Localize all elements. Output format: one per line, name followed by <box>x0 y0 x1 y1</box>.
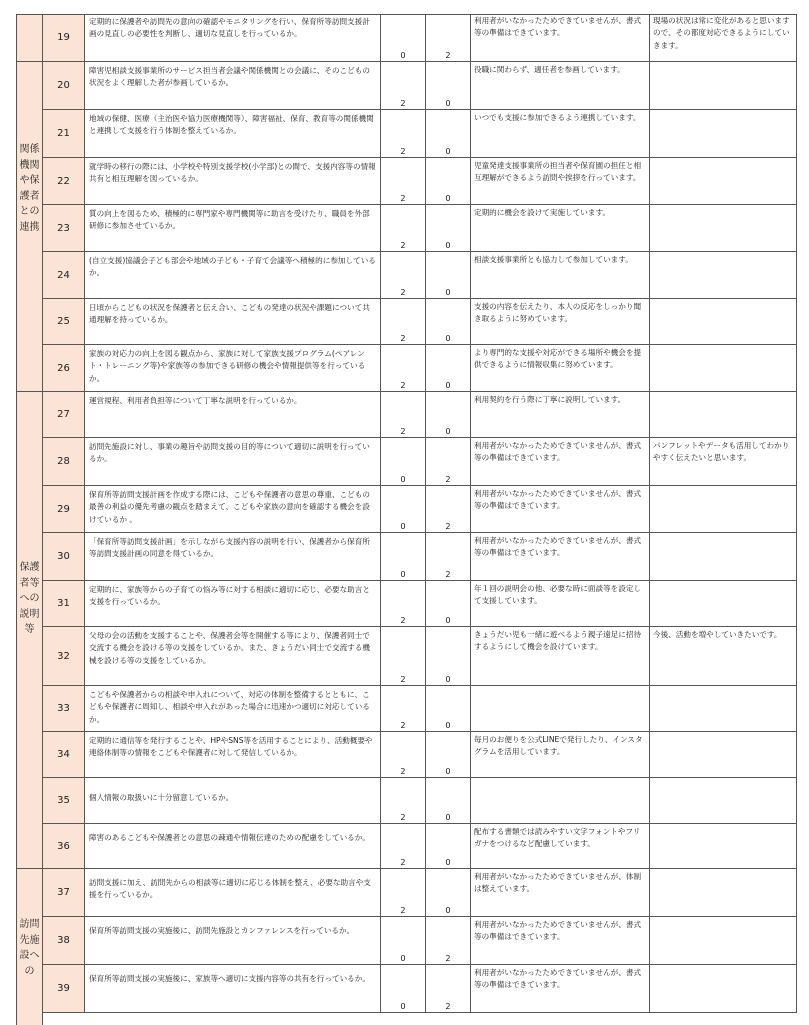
question-text: 「保育所等訪問支援計画」を示しながら支援内容の説明を行い、保護者から保育所等訪問支援計画の同意を得ているか。 <box>85 533 381 581</box>
remark-text <box>650 345 797 392</box>
no-count: 0 <box>426 158 471 205</box>
yes-count: 0 <box>381 14 426 62</box>
no-count: 2 <box>426 14 471 62</box>
table-row <box>43 392 797 438</box>
no-count: 0 <box>426 824 471 869</box>
yes-count: 0 <box>381 486 426 533</box>
table-row <box>43 686 797 732</box>
item-number: 32 <box>43 627 85 686</box>
question-text: 定期的に通信等を発行することや、HPやSNS等を活用することにより、活動概要や連絡体制等の情報をこどもや保護者に対して発信しているか。 <box>85 732 381 778</box>
yes-count: 2 <box>381 299 426 345</box>
yes-count: 2 <box>381 627 426 686</box>
comment-text <box>471 778 650 824</box>
no-count: 0 <box>426 110 471 158</box>
evaluation-table <box>16 14 797 1025</box>
category-explanation <box>17 392 43 869</box>
no-count: 2 <box>426 917 471 965</box>
comment-text: より専門的な支援や対応ができる場所や機会を提供できるように情報収集に努めています。 <box>471 345 650 392</box>
item-number: 27 <box>43 392 85 438</box>
yes-count: 2 <box>381 824 426 869</box>
comment-text: 配布する書類では読みやすい文字フォントやフリガナをつけるなど配慮しています。 <box>471 824 650 869</box>
category-label: 訪問先施設への <box>19 919 40 977</box>
item-number: 37 <box>43 869 85 917</box>
question-text: 保育所等訪問支援計画を作成する際には、こどもや保護者の意思の尊重、こどもの最善の利益の優先考慮の観点を踏まえて、こどもや家族の意向を確認する機会を設けているか 。 <box>85 486 381 533</box>
question-text: 定期的に、家族等からの子育ての悩み等に対する相談に適切に応じ、必要な助言と支援を行っているか。 <box>85 581 381 627</box>
remark-text <box>650 824 797 869</box>
comment-text: 利用者がいなかったためできていませんが、書式等の準備はできています。 <box>471 533 650 581</box>
table-row <box>43 824 797 869</box>
no-count: 0 <box>426 732 471 778</box>
item-number: 23 <box>43 205 85 252</box>
comment-text: 定期的に機会を設けて実施しています。 <box>471 205 650 252</box>
item-number: 19 <box>43 14 85 62</box>
item-number: 30 <box>43 533 85 581</box>
remark-text <box>650 869 797 917</box>
yes-count: 0 <box>381 965 426 1013</box>
table-row <box>43 345 797 392</box>
item-number: 29 <box>43 486 85 533</box>
no-count: 0 <box>426 205 471 252</box>
remark-text <box>650 732 797 778</box>
table-row <box>43 965 797 1013</box>
table-row <box>43 486 797 533</box>
remark-text <box>650 110 797 158</box>
table-row <box>43 869 797 917</box>
item-number: 25 <box>43 299 85 345</box>
table-row <box>43 778 797 824</box>
comment-text: 役職に関わらず、適任者を参画しています。 <box>471 62 650 110</box>
yes-count: 2 <box>381 205 426 252</box>
yes-count: 0 <box>381 533 426 581</box>
yes-count: 2 <box>381 158 426 205</box>
remark-text <box>650 392 797 438</box>
yes-count: 0 <box>381 917 426 965</box>
question-text: 就学時の移行の際には、小学校や特別支援学校(小学部)との間で、支援内容等の情報共有と相互理解を図っているか。 <box>85 158 381 205</box>
item-number: 24 <box>43 252 85 299</box>
no-count: 0 <box>426 392 471 438</box>
yes-count: 2 <box>381 686 426 732</box>
remark-text <box>650 205 797 252</box>
comment-text: きょうだい児も一緒に遊べるよう親子遠足に招待するようにして機会を設けています。 <box>471 627 650 686</box>
category-cell <box>17 14 43 62</box>
comment-text: 相談支援事業所とも協力して参加しています。 <box>471 252 650 299</box>
comment-text: 年１回の説明会の他、必要な時に面談等を設定して支援しています。 <box>471 581 650 627</box>
comment-text: 支援の内容を伝えたり、本人の反応をしっかり聞き取るように努めています。 <box>471 299 650 345</box>
remark-text <box>650 62 797 110</box>
remark-text: パンフレットやデータも活用してわかりやすく伝えたいと思います。 <box>650 438 797 486</box>
remark-text <box>650 581 797 627</box>
category-label: 保護者等への説明等 <box>19 562 40 635</box>
question-text: 障害児相談支援事業所のサービス担当者会議や関係機関との会議に、そのこどもの状況をよく理解した者が参画しているか。 <box>85 62 381 110</box>
no-count: 0 <box>426 869 471 917</box>
question-text: こどもや保護者からの相談や申入れについて、対応の体制を整備するとともに、こどもや保護者に周知し、相談や申入れがあった場合に迅速かつ適切に対応しているか。 <box>85 686 381 732</box>
comment-text: 利用者がいなかったためできていませんが、書式等の準備はできています。 <box>471 965 650 1013</box>
question-text: 訪問先施設に対し、事業の趣旨や訪問支援の目的等について適切に説明を行っているか。 <box>85 438 381 486</box>
yes-count: 2 <box>381 869 426 917</box>
question-text: 定期的に保護者や訪問先の意向の確認やモニタリングを行い、保育所等訪問支援計画の見直しの必要性を判断し、適切な見直しを行っているか。 <box>85 14 381 62</box>
item-number: 26 <box>43 345 85 392</box>
yes-count: 2 <box>381 581 426 627</box>
question-text: 質の向上を図るため、積極的に専門家や専門機関等に助言を受けたり、職員を外部研修に参加させているか。 <box>85 205 381 252</box>
yes-count: 2 <box>381 62 426 110</box>
yes-count: 2 <box>381 345 426 392</box>
table-row <box>43 533 797 581</box>
table-row <box>43 732 797 778</box>
no-count: 0 <box>426 686 471 732</box>
comment-text: 児童発達支援事業所の担当者や保育園の担任と相互理解ができるよう訪問や挨拶を行っています。 <box>471 158 650 205</box>
table-row <box>43 158 797 205</box>
table-row <box>43 252 797 299</box>
item-number: 35 <box>43 778 85 824</box>
comment-text: 利用者がいなかったためできていませんが、書式等の準備はできています。 <box>471 486 650 533</box>
no-count: 0 <box>426 62 471 110</box>
table-row <box>43 917 797 965</box>
question-text: 父母の会の活動を支援することや、保護者会等を開催する等により、保護者同士で交流する機会を設ける等の支援をしているか。また、きょうだい同士で交流する機械を設ける等の支援をしているか。 <box>85 627 381 686</box>
comment-text: 利用者がいなかったためできていませんが、書式等の準備はできています。 <box>471 438 650 486</box>
yes-count: 2 <box>381 732 426 778</box>
no-count: 0 <box>426 299 471 345</box>
item-number: 34 <box>43 732 85 778</box>
table-row <box>43 205 797 252</box>
comment-text: 毎月のお便りを公式LINEで発行したり、インスタグラムを活用しています。 <box>471 732 650 778</box>
question-text: 保育所等訪問支援の実施後に、訪問先施設とカンファレンスを行っているか。 <box>85 917 381 965</box>
no-count: 2 <box>426 438 471 486</box>
question-text: 個人情報の取扱いに十分留意しているか。 <box>85 778 381 824</box>
yes-count: 2 <box>381 778 426 824</box>
comment-text <box>471 686 650 732</box>
yes-count: 2 <box>381 392 426 438</box>
category-visit-facility <box>17 869 43 1025</box>
question-text: 家族の対応力の向上を図る観点から、家族に対して家族支援プログラム(ペアレント・トレーニング等)や家族等の参加できる研修の機会や情報提供等を行っているか。 <box>85 345 381 392</box>
comment-text: 利用者がいなかったためできていませんが、書式等の準備はできています。 <box>471 14 650 62</box>
item-number: 36 <box>43 824 85 869</box>
item-number: 28 <box>43 438 85 486</box>
table-row <box>43 627 797 686</box>
category-liaison <box>17 62 43 392</box>
remark-text: 今後、活動を増やしていきたいです。 <box>650 627 797 686</box>
remark-text <box>650 299 797 345</box>
question-text: 地域の保健、医療（主治医や協力医療機関等）、障害福祉、保育、教育等の関係機関と連携して支援を行う体制を整えているか。 <box>85 110 381 158</box>
no-count: 0 <box>426 581 471 627</box>
yes-count: 2 <box>381 252 426 299</box>
item-number: 33 <box>43 686 85 732</box>
remark-text <box>650 533 797 581</box>
table-row <box>43 110 797 158</box>
remark-text <box>650 158 797 205</box>
remark-text <box>650 965 797 1013</box>
item-number: 21 <box>43 110 85 158</box>
no-count: 0 <box>426 252 471 299</box>
question-text: 障害のあるこどもや保護者との意思の疎通や情報伝達のための配慮をしているか。 <box>85 824 381 869</box>
table-row <box>43 438 797 486</box>
comment-text: 利用契約を行う際に丁寧に説明しています。 <box>471 392 650 438</box>
question-text: (自立支援)協議会子ども部会や地域の子ども・子育て会議等へ積極的に参加しているか。 <box>85 252 381 299</box>
table-row <box>43 299 797 345</box>
yes-count: 2 <box>381 110 426 158</box>
comment-text: いつでも支援に参加できるよう連携しています。 <box>471 110 650 158</box>
no-count: 2 <box>426 533 471 581</box>
no-count: 2 <box>426 486 471 533</box>
no-count: 0 <box>426 778 471 824</box>
no-count: 0 <box>426 627 471 686</box>
item-number: 39 <box>43 965 85 1013</box>
yes-count: 0 <box>381 438 426 486</box>
table-row <box>43 581 797 627</box>
question-text: 訪問支援に加え、訪問先からの相談等に適切に応じる体制を整え、必要な助言や支援を行っているか。 <box>85 869 381 917</box>
item-number: 20 <box>43 62 85 110</box>
no-count: 0 <box>426 345 471 392</box>
remark-text <box>650 778 797 824</box>
item-number: 31 <box>43 581 85 627</box>
remark-text: 現場の状況は常に変化があると思いますので、その都度対応できるようにしていきます。 <box>650 14 797 62</box>
comment-text: 利用者がいなかったためできていませんが、体制は整えています。 <box>471 869 650 917</box>
question-text: 日頃からこどもの状況を保護者と伝え合い、こどもの発達の状況や課題について共通理解を持っているか。 <box>85 299 381 345</box>
table-row <box>43 62 797 110</box>
item-number: 22 <box>43 158 85 205</box>
comment-text: 利用者がいなかったためできていませんが、書式等の準備はできています。 <box>471 917 650 965</box>
question-text: 保育所等訪問支援の実施後に、家族等へ適切に支援内容等の共有を行っているか。 <box>85 965 381 1013</box>
remark-text <box>650 252 797 299</box>
question-text: 運営規程、利用者負担等について丁寧な説明を行っているか。 <box>85 392 381 438</box>
category-label: 関係機関や保護者との連携 <box>19 144 40 233</box>
no-count: 2 <box>426 965 471 1013</box>
remark-text <box>650 486 797 533</box>
remark-text <box>650 917 797 965</box>
table-row <box>43 14 797 62</box>
remark-text <box>650 686 797 732</box>
item-number: 38 <box>43 917 85 965</box>
